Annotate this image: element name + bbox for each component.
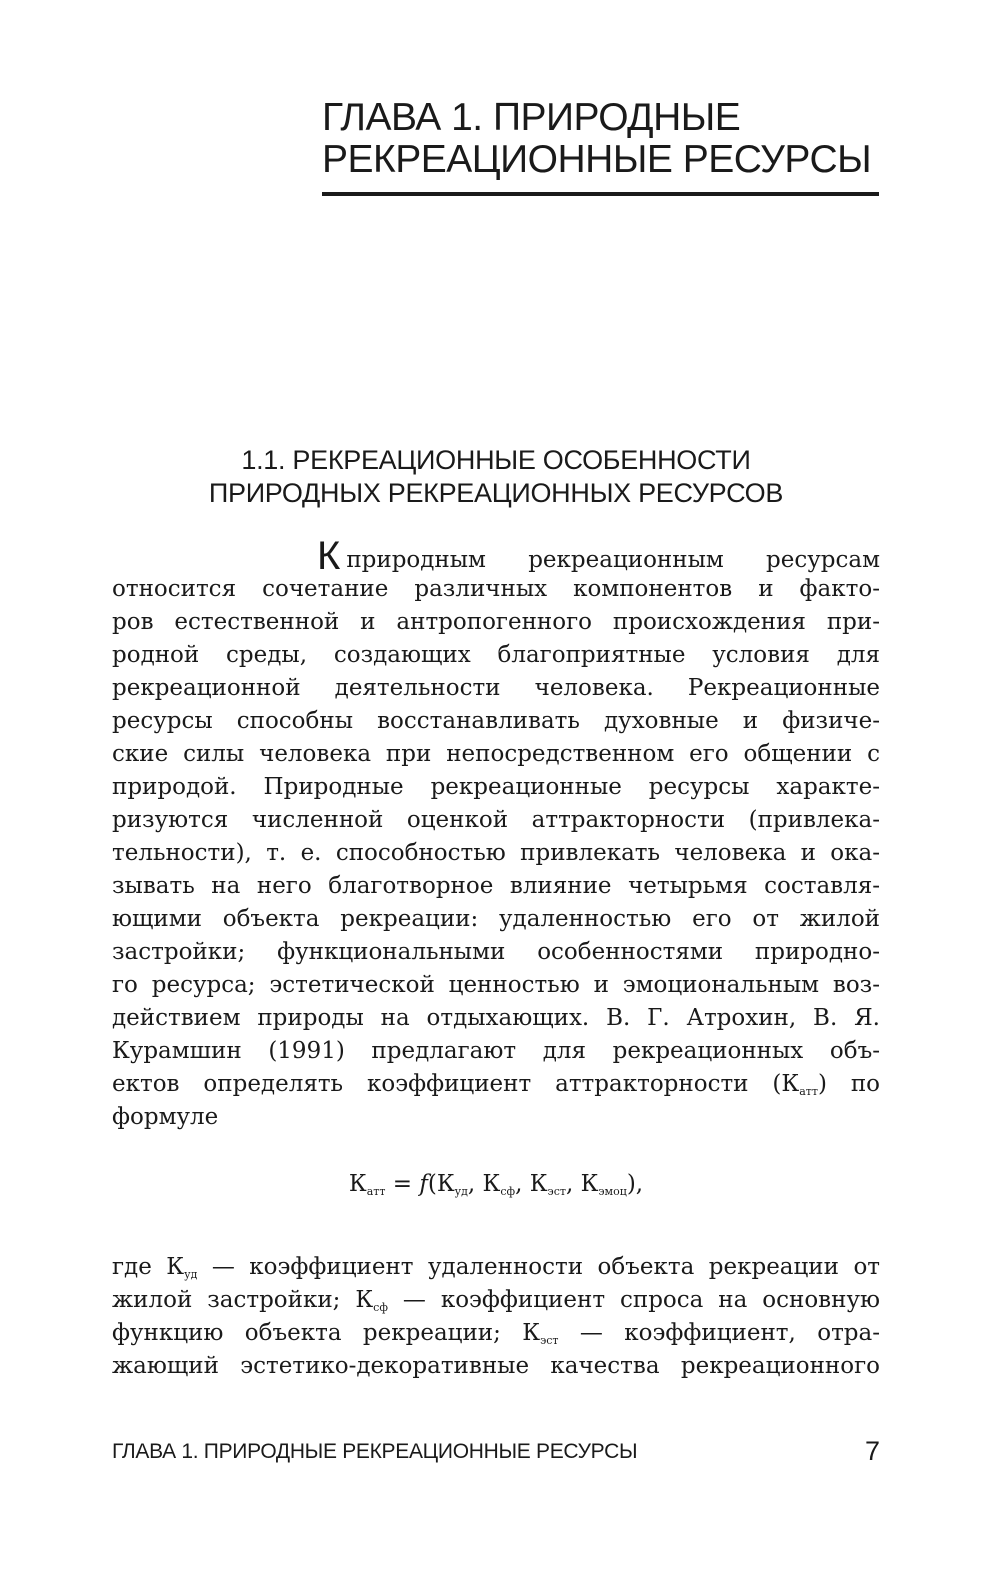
text-line: рекреационной деятельности человека. Рекреационные — [112, 675, 880, 701]
subscript: сф — [373, 1301, 388, 1314]
page-footer — [112, 1436, 880, 1470]
definition-line — [112, 1251, 880, 1284]
body-text — [112, 534, 881, 1383]
text-segment: — коэффициент удаленности объекта рекреации от — [197, 1254, 881, 1280]
formula-eq: = — [385, 1171, 420, 1197]
chapter-title — [322, 97, 882, 181]
definition-line: жающий эстетико-декоративные качества рекреационного — [112, 1353, 880, 1379]
text-line: природой. Природные рекреационные ресурсы характе- — [112, 774, 880, 800]
chapter-rule — [322, 192, 879, 196]
subscript: эмоц — [598, 1185, 627, 1198]
paragraph-first-line — [112, 534, 880, 578]
text-segment: — коэффициент спроса на основную — [387, 1287, 881, 1313]
text-segment: — коэффициент, отра- — [558, 1320, 880, 1346]
text-line: ресурсы способны восстанавливать духовные и физиче- — [112, 708, 880, 734]
text-line: ров естественной и антропогенного происхождения при- — [112, 609, 880, 635]
subscript: эст — [540, 1334, 559, 1347]
text-segment: ектов определять коэффициент аттракторности (К — [112, 1071, 800, 1097]
text-segment: жилой застройки; К — [112, 1287, 374, 1313]
formula-function: f — [419, 1171, 428, 1197]
text-line: формуле — [112, 1104, 219, 1130]
text-line: застройки; функциональными особенностями природно- — [112, 939, 880, 965]
formula-lhs: К — [348, 1171, 367, 1197]
text-line: зывать на него благотворное влияние четырьмя составля- — [112, 873, 880, 899]
drop-cap: К — [317, 534, 341, 578]
formula-part: (К — [427, 1171, 455, 1197]
formula-part: , К — [565, 1171, 599, 1197]
text-line: относится сочетание различных компонентов и факто- — [112, 576, 880, 602]
section-title-line-1: 1.1. РЕКРЕАЦИОННЫЕ ОСОБЕННОСТИ — [241, 445, 751, 475]
text-line: природным рекреационным ресурсам — [346, 547, 880, 573]
text-line-k-att — [112, 1068, 880, 1101]
text-line: Курамшин (1991) предлагают для рекреационных объ- — [112, 1038, 880, 1064]
formula — [112, 1168, 880, 1201]
section-title — [112, 444, 880, 510]
text-line: ющими объекта рекреации: удаленностью его от жилой — [112, 906, 880, 932]
subscript: атт — [366, 1185, 386, 1198]
formula-part: , К — [467, 1171, 501, 1197]
subscript: эст — [547, 1185, 566, 1198]
text-line: ризуются численной оценкой аттракторности (привлека- — [112, 807, 880, 833]
running-title: ГЛАВА 1. ПРИРОДНЫЕ РЕКРЕАЦИОННЫЕ РЕСУРСЫ — [112, 1440, 638, 1463]
definition-line — [112, 1317, 880, 1350]
page-number: 7 — [864, 1436, 880, 1466]
text-line: тельности), т. е. способностью привлекать человека и ока- — [112, 840, 880, 866]
subscript: уд — [454, 1185, 468, 1198]
text-line: родной среды, создающих благоприятные условия для — [112, 642, 880, 668]
text-segment: функцию объекта рекреации; К — [112, 1320, 541, 1346]
text-line: ские силы человека при непосредственном его общении с — [112, 741, 880, 767]
text-line: действием природы на отдыхающих. В. Г. Атрохин, В. Я. — [112, 1005, 880, 1031]
subscript: сф — [500, 1185, 516, 1198]
text-segment: ) по — [817, 1071, 881, 1097]
section-title-line-2: ПРИРОДНЫХ РЕКРЕАЦИОННЫХ РЕСУРСОВ — [208, 478, 784, 508]
text-line: го ресурса; эстетической ценностью и эмоциональным воз- — [112, 972, 880, 998]
chapter-title-line-2: РЕКРЕАЦИОННЫЕ РЕСУРСЫ — [322, 138, 872, 181]
chapter-title-line-1: ГЛАВА 1. ПРИРОДНЫЕ — [322, 96, 741, 139]
definition-line — [112, 1284, 880, 1317]
formula-part: , К — [515, 1171, 548, 1197]
subscript: атт — [799, 1085, 818, 1098]
subscript: уд — [184, 1268, 198, 1281]
text-segment: где К — [112, 1254, 185, 1280]
formula-part: ), — [626, 1171, 644, 1197]
